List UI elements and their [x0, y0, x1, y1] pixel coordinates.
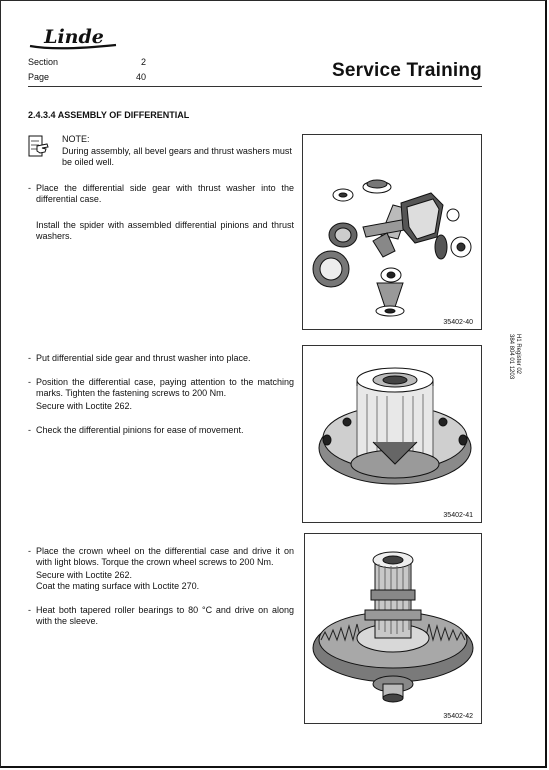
bullet-dash: -	[28, 353, 31, 363]
step-text: Heat both tapered roller bearings to 80 °C and drive on along with the sleeve.	[36, 605, 294, 626]
list-item	[28, 377, 294, 399]
step-text: Place the crown wheel on the differential case and drive it on with light blows. Torque the crown wheel screws to 200 Nm.	[36, 546, 294, 567]
list-item	[28, 581, 294, 592]
differential-case-drawing	[303, 346, 481, 522]
step-text: Secure with Loctite 262.	[36, 570, 133, 580]
bullet-dash: -	[28, 546, 31, 556]
list-item	[28, 220, 294, 242]
list-item	[28, 605, 294, 627]
list-item	[28, 183, 294, 205]
list-item	[28, 570, 294, 581]
svg-text:Linde: Linde	[44, 26, 104, 48]
page-label: Page	[28, 72, 50, 82]
step-text: Secure with Loctite 262.	[36, 401, 133, 411]
page-title: Service Training	[332, 60, 482, 81]
step-text: Put differential side gear and thrust washer into place.	[36, 353, 251, 363]
list-item	[28, 425, 294, 436]
exploded-differential-drawing	[303, 135, 481, 329]
bullet-dash: -	[28, 605, 31, 615]
linde-logo	[28, 24, 120, 52]
list-item	[28, 401, 294, 412]
step-text: Coat the mating surface with Loctite 270.	[36, 581, 200, 591]
note-label: NOTE:	[62, 134, 90, 144]
section-heading: 2.4.3.4 ASSEMBLY OF DIFFERENTIAL	[28, 110, 190, 120]
step-text: Place the differential side gear with thrust washer into the differential case.	[36, 183, 294, 204]
step-text: Install the spider with assembled differential pinions and thrust washers.	[36, 220, 294, 241]
section-label: Section	[28, 57, 59, 67]
bullet-dash: -	[28, 183, 31, 193]
figure-number: 35402-41	[443, 512, 473, 519]
figure-number: 35402-40	[443, 319, 473, 326]
figure-exploded-differential	[302, 134, 482, 330]
section-value: 2	[140, 57, 146, 67]
bullet-dash: -	[28, 377, 31, 387]
step-text: Position the differential case, paying attention to the matching marks. Tighten the fastening screws to 200 Nm.	[36, 377, 294, 398]
header-rule	[28, 86, 482, 87]
figure-differential-case	[302, 345, 482, 523]
bullet-dash: -	[28, 425, 31, 435]
list-item	[28, 353, 294, 364]
step-text: Check the differential pinions for ease of movement.	[36, 425, 244, 435]
figure-number: 35402-42	[443, 713, 473, 720]
figure-crown-wheel	[304, 533, 482, 724]
list-item	[28, 546, 294, 568]
page-value: 40	[135, 72, 146, 82]
crown-wheel-drawing	[305, 534, 481, 723]
pointing-hand-icon	[28, 134, 50, 160]
note-text: During assembly, all bevel gears and thrust washers must be oiled well.	[62, 146, 292, 167]
side-reference-note: H1 Register 02 384 804 01 1203	[508, 334, 521, 380]
